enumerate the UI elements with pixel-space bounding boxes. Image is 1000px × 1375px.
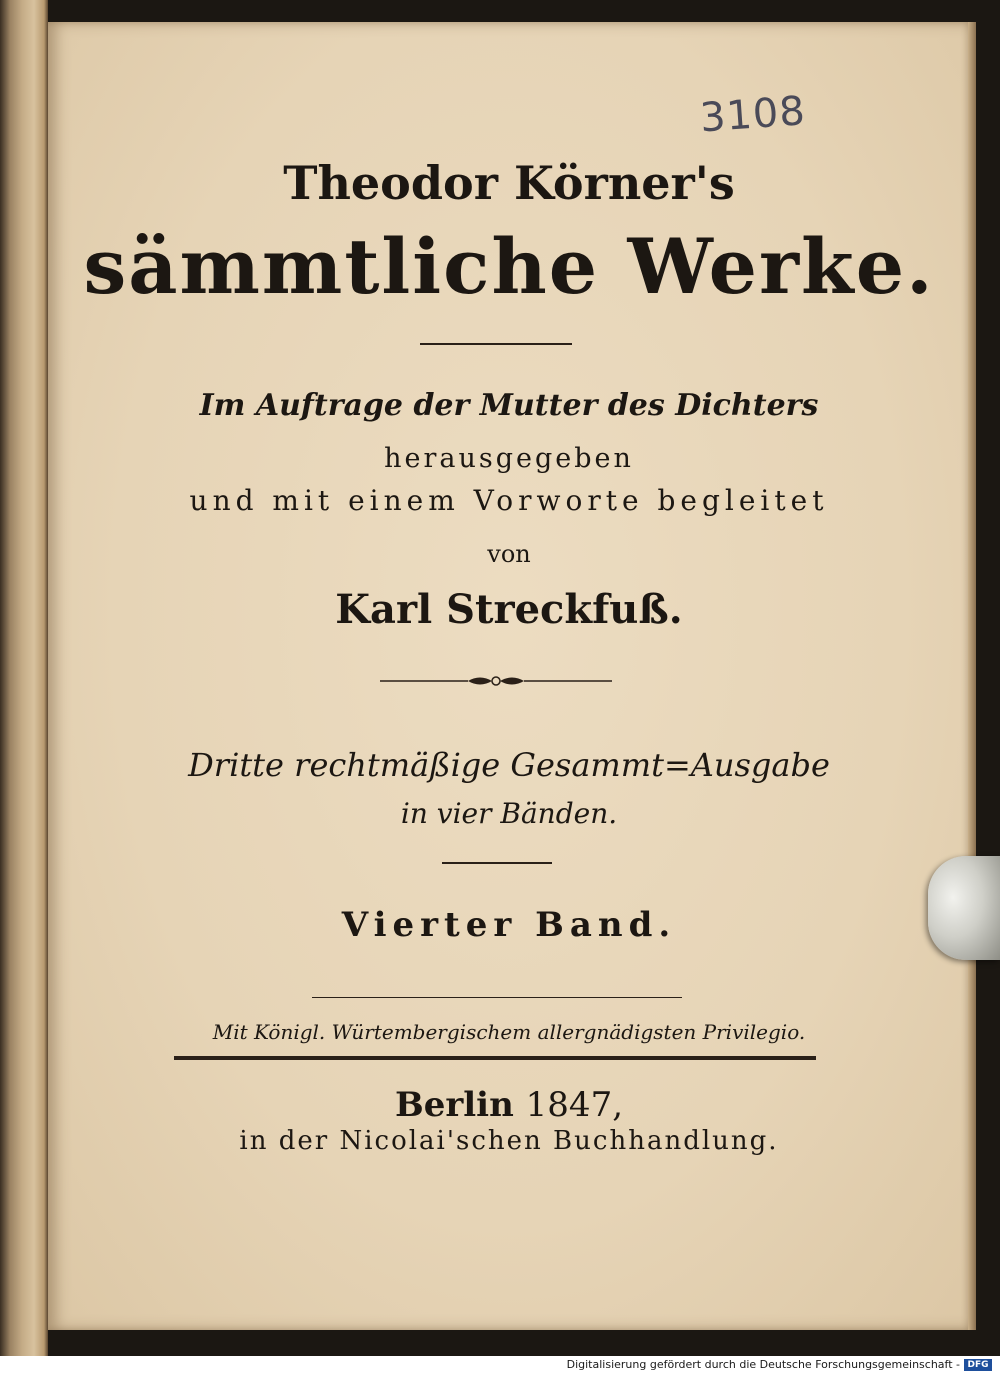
footer-bar [0,1356,1000,1375]
author-name: Theodor Körner's [283,156,735,210]
book-spine [0,0,48,1375]
divider-3 [312,997,682,998]
dfg-logo: DFG [964,1359,992,1371]
edition-line: Dritte rechtmäßige Gesammt=Ausgabe [188,746,830,784]
footer-text: Digitalisierung gefördert durch die Deutsche Forschungsgemeinschaft - [566,1358,960,1371]
edited-line: herausgegeben [384,443,634,474]
thick-rule [174,1056,816,1060]
imprint-place: Berlin [394,1085,514,1125]
preface-line: und mit einem Vorworte begleitet [189,484,829,517]
book-title: sämmtliche Werke. [83,222,935,311]
volume-line: Vierter Band. [341,905,677,945]
ornamental-divider [380,670,612,692]
divider-1 [420,343,572,345]
imprint-place-year [48,1085,970,1125]
commission-line: Im Auftrage der Mutter des Dichters [199,388,819,423]
divider-2 [442,862,552,864]
volumes-line: in vier Bänden. [400,797,618,830]
editor-name: Karl Streckfuß. [335,586,683,633]
publisher-line: in der Nicolai'schen Buchhandlung. [239,1126,779,1156]
by-line: von [487,540,531,568]
inventory-number: 3108 [698,88,808,142]
privilege-line: Mit Königl. Würtembergischem allergnädigsten Privilegio. [212,1020,806,1044]
imprint-year: 1847, [525,1085,624,1125]
